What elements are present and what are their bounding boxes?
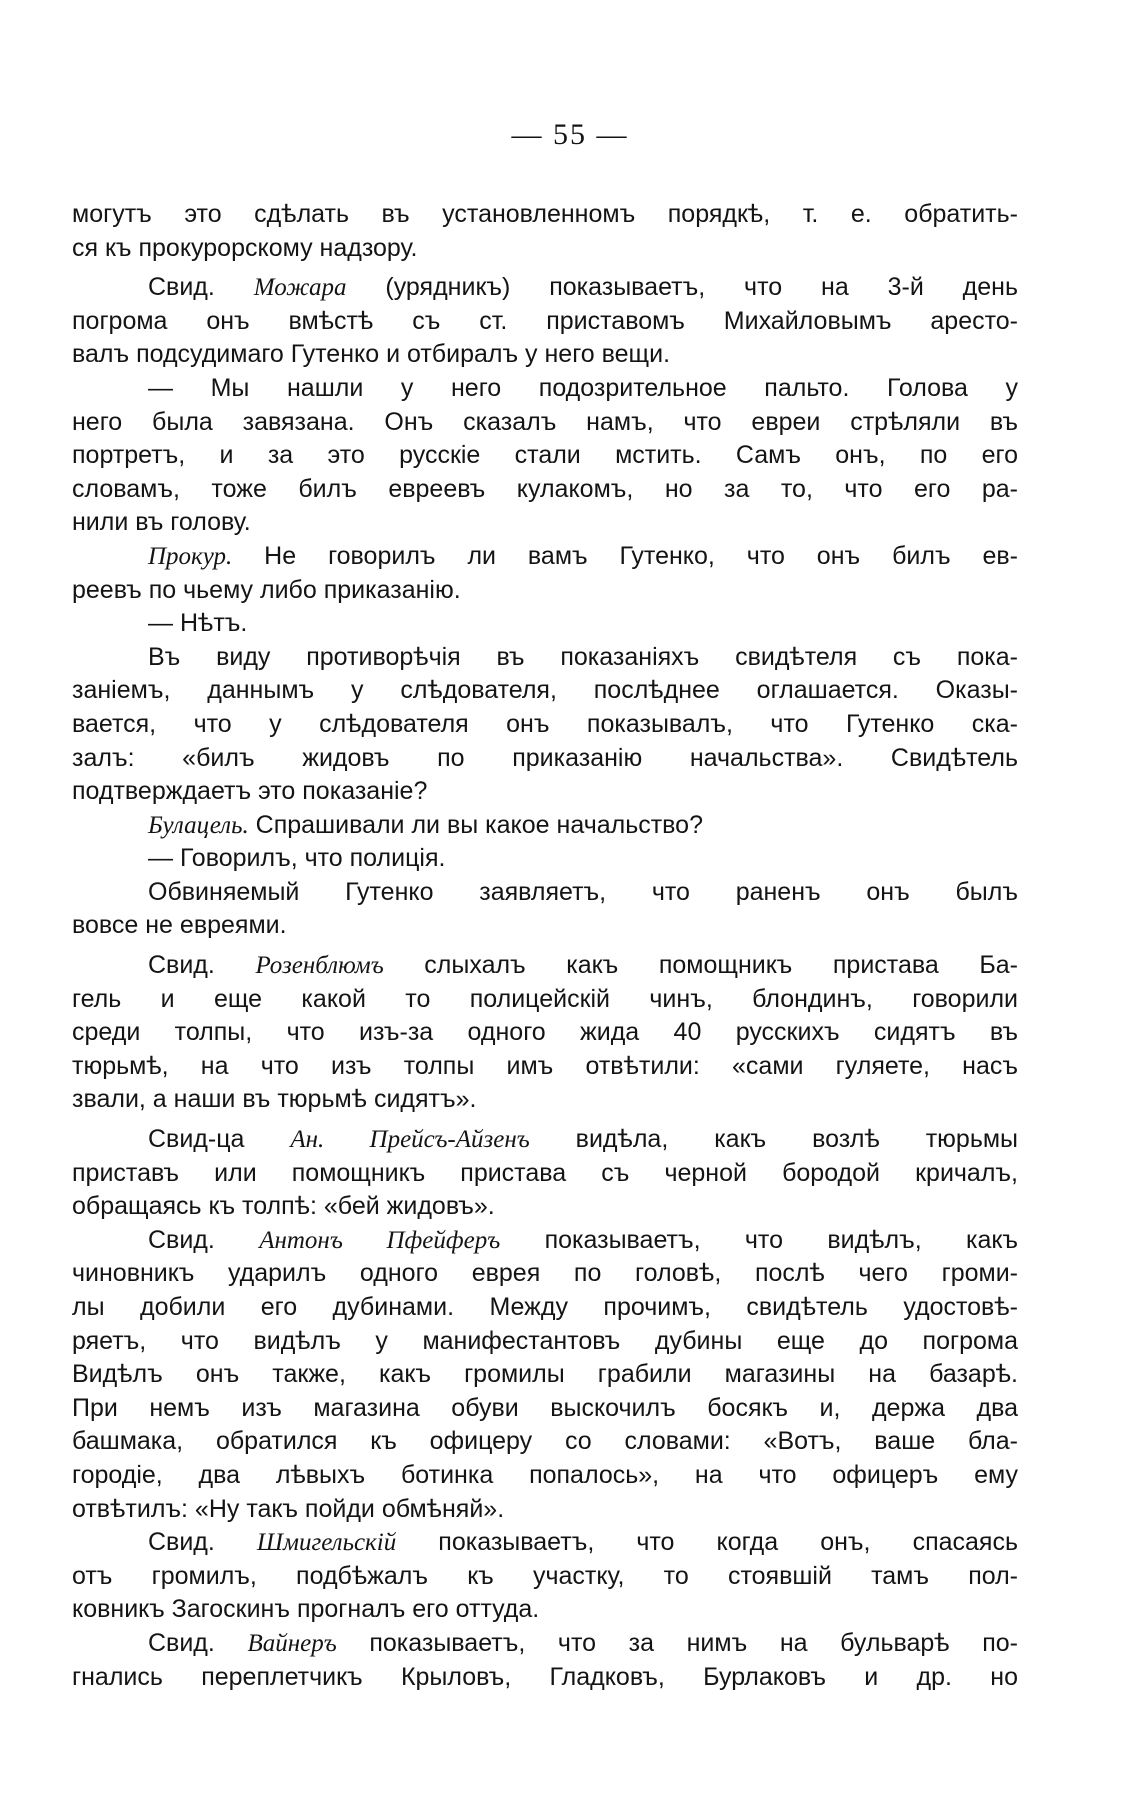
text-line <box>72 1224 1018 1258</box>
line-prefix: Свид. <box>148 951 256 980</box>
text-line <box>72 1123 1018 1157</box>
text-line: башмака, обратился къ офицеру со словами: «Вотъ, ваше бла- <box>72 1427 1018 1456</box>
text-line: отвѣтилъ: «Ну такъ пойди обмѣняй». <box>72 1494 505 1523</box>
text-line: — Нѣтъ. <box>148 609 248 638</box>
line-text: Не говорилъ ли вамъ Гутенко, что онъ билъ ев- <box>232 541 1018 570</box>
speaker-name: Вайнеръ <box>247 1629 337 1657</box>
line-prefix: Свид. <box>148 273 254 302</box>
text-line: тюрьмѣ, на что изъ толпы имъ отвѣтили: «сами гуляете, насъ <box>72 1051 1018 1080</box>
line-text: (урядникъ) показываетъ, что на 3-й день <box>346 273 1019 302</box>
text-line: гнались переплетчикъ Крыловъ, Гладковъ, Бурлаковъ и др. но <box>72 1662 1018 1691</box>
speaker-name: Булацель. <box>148 811 249 839</box>
line-text: видѣла, какъ возлѣ тюрьмы <box>529 1125 1019 1154</box>
text-line <box>72 1627 1018 1661</box>
text-line: портретъ, и за это русскіе стали мстить. Самъ онъ, по его <box>72 441 1018 470</box>
speaker-name: Шмигельскій <box>256 1529 397 1557</box>
text-line: ряетъ, что видѣлъ у манифестантовъ дубины еще до погрома <box>72 1326 1018 1355</box>
text-line: Обвиняемый Гутенко заявляетъ, что раненъ онъ былъ <box>148 877 1018 906</box>
text-line: ковникъ Загоскинъ прогналъ его оттуда. <box>72 1595 540 1624</box>
line-prefix: Свид-ца <box>148 1125 291 1154</box>
line-text: показываетъ, что когда онъ, спасаясь <box>396 1528 1018 1557</box>
line-text: слыхалъ какъ помощникъ пристава Ба- <box>383 951 1018 980</box>
speaker-name: Можара <box>253 274 347 302</box>
text-line: отъ громилъ, подбѣжалъ къ участку, то стоявшій тамъ пол- <box>72 1561 1018 1590</box>
text-line: ся къ прокурорскому надзору. <box>72 233 418 262</box>
text-line: валъ подсудимаго Гутенко и отбиралъ у него вещи. <box>72 340 671 369</box>
text-line: вовсе не евреями. <box>72 911 287 940</box>
line-prefix: Свид. <box>148 1628 248 1657</box>
text-line <box>72 271 1018 305</box>
text-line: нили въ голову. <box>72 508 251 537</box>
speaker-name: Ан. Прейсъ-Айзенъ <box>290 1126 530 1154</box>
line-text: показываетъ, что видѣлъ, какъ <box>500 1225 1018 1254</box>
text-line: лы добили его дубинами. Между прочимъ, свидѣтель удостовѣ- <box>72 1293 1018 1321</box>
text-line: городіе, два лѣвыхъ ботинка попалось», на что офицеръ ему <box>72 1460 1018 1489</box>
text-line: могутъ это сдѣлать въ установленномъ порядкѣ, т. е. обратить- <box>72 200 1018 228</box>
text-line <box>72 949 1018 983</box>
body-text <box>72 198 1018 1694</box>
text-line: залъ: «билъ жидовъ по приказанію начальства». Свидѣтель <box>72 743 1018 772</box>
text-line: среди толпы, что изъ-за одного жида 40 русскихъ сидятъ въ <box>72 1018 1018 1047</box>
page-number: — 55 — <box>511 118 629 151</box>
line-text: показываетъ, что за нимъ на бульварѣ по- <box>336 1628 1018 1657</box>
text-line <box>72 1526 1018 1560</box>
text-line: подтверждаетъ это показаніе? <box>72 777 428 806</box>
speaker-name: Прокур. <box>148 542 233 570</box>
text-line: звали, а наши въ тюрьмѣ сидятъ». <box>72 1085 477 1114</box>
text-line: вается, что у слѣдователя онъ показывалъ, что Гутенко ска- <box>72 709 1018 738</box>
line-prefix: Свид. <box>148 1528 257 1557</box>
text-line: обращаясь къ толпѣ: «бей жидовъ». <box>72 1192 495 1221</box>
text-line: реевъ по чьему либо приказанію. <box>72 575 461 604</box>
text-line: заніемъ, даннымъ у слѣдователя, послѣднее оглашается. Оказы- <box>72 676 1018 705</box>
speaker-name: Розенблюмъ <box>255 952 384 980</box>
text-line: — Мы нашли у него подозрительное пальто. Голова у <box>148 373 1018 402</box>
text-line: При немъ изъ магазина обуви выскочилъ босякъ и, держа два <box>72 1393 1018 1422</box>
text-line: словамъ, тоже билъ евреевъ кулакомъ, но за то, что его ра- <box>72 474 1018 503</box>
text-line: Видѣлъ онъ также, какъ громилы грабили магазины на базарѣ. <box>72 1360 1018 1389</box>
text-line: приставъ или помощникъ пристава съ черной бородой кричалъ, <box>72 1158 1018 1187</box>
text-line: Въ виду противорѣчія въ показаніяхъ свидѣтеля съ пока- <box>148 642 1018 671</box>
text-line: погрома онъ вмѣстѣ съ ст. приставомъ Михайловымъ аресто- <box>72 306 1018 335</box>
text-line: — Говорилъ, что полиція. <box>148 844 446 873</box>
speaker-name: Антонъ Пфейферъ <box>259 1226 501 1254</box>
text-line <box>72 540 1018 574</box>
line-prefix: Свид. <box>148 1225 260 1254</box>
line-text: Спрашивали ли вы какое начальство? <box>248 810 703 839</box>
text-line: него была завязана. Онъ сказалъ намъ, что евреи стрѣляли въ <box>72 407 1018 436</box>
text-line: гель и еще какой то полицейскій чинъ, блондинъ, говорили <box>72 984 1018 1013</box>
text-line <box>72 809 1018 843</box>
text-line: чиновникъ ударилъ одного еврея по головѣ, послѣ чего громи- <box>72 1259 1018 1288</box>
